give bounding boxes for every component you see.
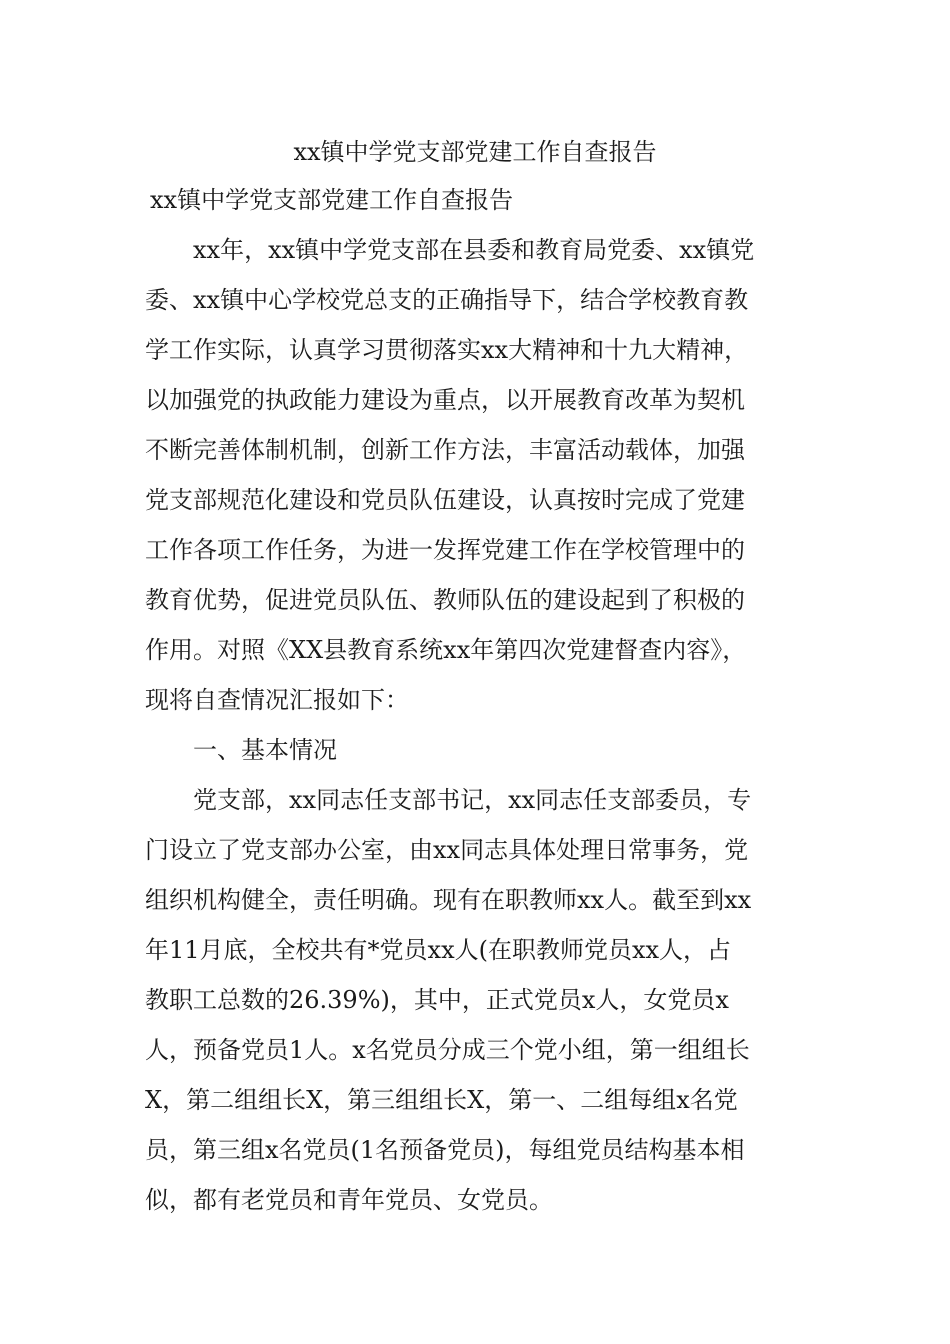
paragraph-line: 员，第三组x名党员(1名预备党员)，每组党员结构基本相	[145, 1136, 745, 1164]
paragraph-line: 委、xx镇中心学校党总支的正确指导下，结合学校教育教	[145, 286, 749, 314]
paragraph-line: X，第二组组长X，第三组组长X，第一、二组每组x名党	[145, 1086, 738, 1114]
paragraph-line: xx年，xx镇中学党支部在县委和教育局党委、xx镇党	[193, 236, 755, 264]
paragraph-line: 现将自查情况汇报如下：	[145, 686, 409, 714]
paragraph-line: 教育优势，促进党员队伍、教师队伍的建设起到了积极的	[145, 586, 745, 614]
paragraph-line: 作用。对照《XX县教育系统xx年第四次党建督查内容》，	[145, 636, 747, 664]
document-subtitle: xx镇中学党支部党建工作自查报告	[150, 186, 514, 214]
paragraph-line: 党支部规范化建设和党员队伍建设，认真按时完成了党建	[145, 486, 745, 514]
paragraph-line: 学工作实际，认真学习贯彻落实xx大精神和十九大精神，	[145, 336, 749, 364]
section-heading: 一、基本情况	[193, 736, 337, 764]
paragraph-line: 似，都有老党员和青年党员、女党员。	[145, 1186, 553, 1214]
paragraph-line: 以加强党的执政能力建设为重点，以开展教育改革为契机	[145, 386, 745, 414]
paragraph-line: 不断完善体制机制，创新工作方法，丰富活动载体，加强	[145, 436, 745, 464]
paragraph-line: 组织机构健全，责任明确。现有在职教师xx人。截至到xx	[145, 886, 752, 914]
paragraph-line: 党支部，xx同志任支部书记，xx同志任支部委员，专	[193, 786, 752, 814]
paragraph-line: 人，预备党员1人。x名党员分成三个党小组，第一组组长	[145, 1036, 750, 1064]
paragraph-line: 教职工总数的26.39%)，其中，正式党员x人，女党员x	[145, 986, 729, 1014]
paragraph-line: 年11月底，全校共有*党员xx人(在职教师党员xx人，占	[145, 936, 732, 964]
document-title: xx镇中学党支部党建工作自查报告	[293, 138, 657, 166]
paragraph-line: 门设立了党支部办公室，由xx同志具体处理日常事务，党	[145, 836, 749, 864]
document-body	[145, 230, 825, 1230]
paragraph-line: 工作各项工作任务，为进一发挥党建工作在学校管理中的	[145, 536, 745, 564]
